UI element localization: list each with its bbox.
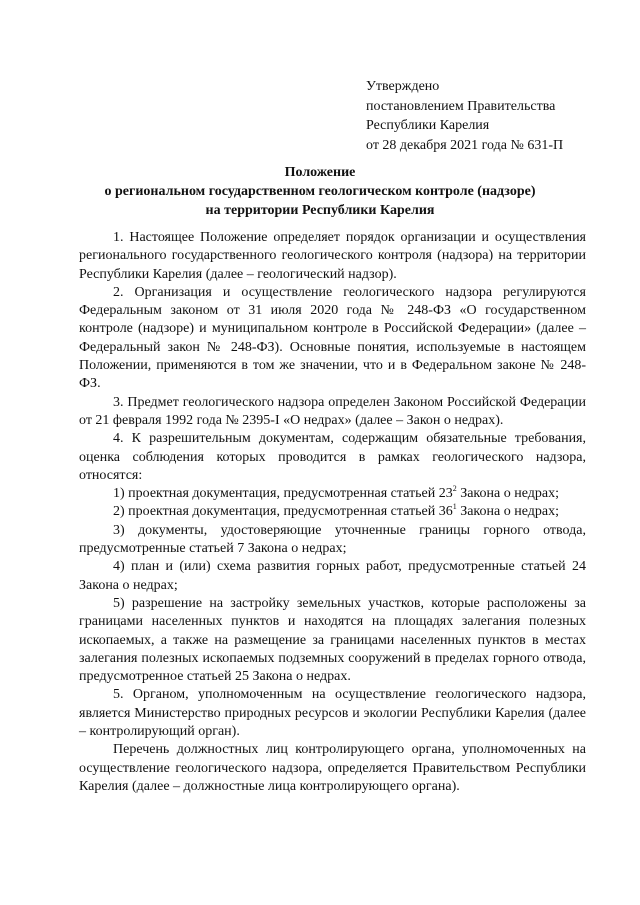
approval-line: от 28 декабря 2021 года № 631-П (366, 137, 564, 153)
superscript: 1 (452, 502, 457, 512)
paragraph-5: 5. Органом, уполномоченным на осуществление геологического надзора, является Министерство природных ресурсов и экологии Республики Карелия (далее – контролирующий орган). (79, 687, 586, 740)
document-body (79, 229, 586, 796)
list-item-1 (79, 485, 586, 503)
list-item-2 (79, 503, 586, 521)
approval-line: Утверждено (366, 79, 440, 94)
approval-line: постановлением Правительства (366, 98, 556, 114)
superscript: 2 (452, 484, 457, 494)
list-item-2-tail: Закона о недрах; (456, 504, 559, 520)
approval-stamp (366, 77, 563, 155)
title-line: Положение (284, 165, 356, 180)
paragraph-4: 4. К разрешительным документам, содержащим обязательные требования, оценка соблюдения которых проводится в рамках геологического надзора, относятся: (79, 431, 586, 483)
title-line: на территории Республики Карелия (205, 203, 435, 218)
list-item-1-text: 1) проектная документация, предусмотренная статьей 23 (113, 486, 453, 502)
list-item-2-text: 2) проектная документация, предусмотренная статьей 36 (113, 504, 453, 520)
list-item-1-tail: Закона о недрах; (456, 486, 559, 502)
paragraph-2: 2. Организация и осуществление геологического надзора регулируются Федеральным законом от 31 июля 2020 года № 248-ФЗ «О государственном контроле (надзоре) и муниципальном контроле в Российской Федерации» (далее – Федеральный закон № 248-ФЗ). Основные понятия, используемые в настоящем Положении, применяются в том же значении, что и в Федеральном законе № 248-ФЗ. (79, 284, 586, 392)
title-line: о региональном государственном геологическом контроле (надзоре) (104, 184, 536, 199)
list-item-3: 3) документы, удостоверяющие уточненные границы горного отвода, предусмотренные статьей 7 Закона о недрах; (79, 522, 586, 557)
paragraph-3: 3. Предмет геологического надзора определен Законом Российской Федерации от 21 февраля 1992 года № 2395-I «О недрах» (далее – Закон о недрах). (79, 394, 586, 428)
list-item-4: 4) план и (или) схема развития горных работ, предусмотренные статьей 24 Закона о недрах; (79, 559, 586, 593)
list-item-5: 5) разрешение на застройку земельных участков, которые расположены за границами населенных пунктов и находятся на площадях залегания полезных ископаемых, а также на размещение за границами населенных пунктов в местах залегания полезных ископаемых подземных сооружений в пределах горного отвода, предусмотренное статьей 25 Закона о недрах. (79, 595, 586, 685)
paragraph-6: Перечень должностных лиц контролирующего органа, уполномоченных на осуществление геологического надзора, определяется Правительством Республики Карелия (далее – должностные лица контролирующего органа). (79, 742, 586, 794)
document-title (0, 163, 640, 220)
approval-line: Республики Карелия (366, 118, 490, 133)
paragraph-1: 1. Настоящее Положение определяет порядок организации и осуществления регионального государственного геологического контроля (надзора) на территории Республики Карелия (далее – геологический надзор). (79, 230, 586, 282)
